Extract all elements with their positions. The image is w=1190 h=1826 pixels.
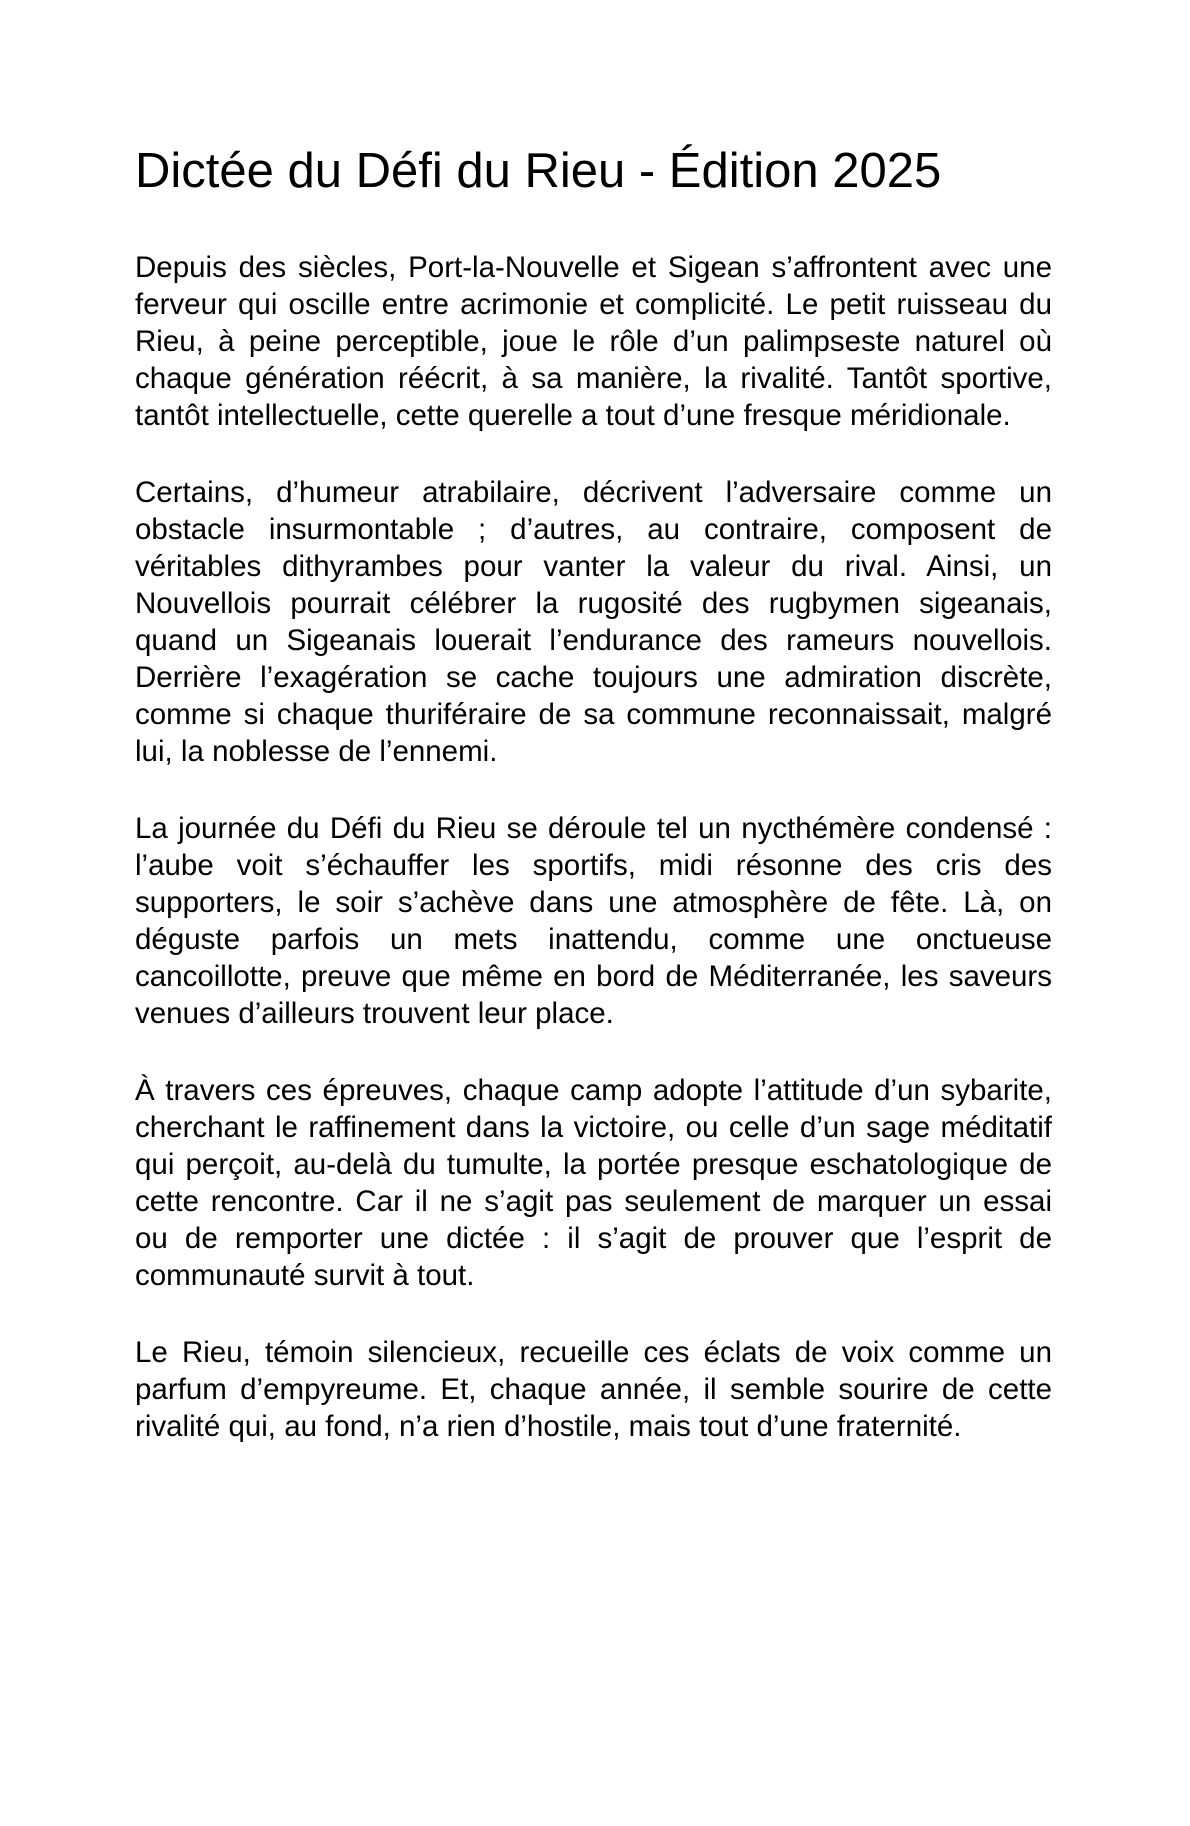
document-title: Dictée du Défi du Rieu - Édition 2025: [135, 144, 942, 198]
document-page: [0, 143, 1190, 1826]
paragraph-3: La journée du Défi du Rieu se déroule tel un nycthémère condensé : l’aube voit s’échauffer les sportifs, midi résonne des cris des supporters, le soir s’achève dans une atmosphère de fête. Là, on déguste parfois un mets inattendu, comme une onctueuse cancoillotte, preuve que même en bord de Méditerranée, les saveurs venues d’ailleurs trouvent leur place.: [135, 812, 1052, 1031]
paragraph-2: Certains, d’humeur atrabilaire, décrivent l’adversaire comme un obstacle insurmontable ; d’autres, au contraire, composent de véritables dithyrambes pour vanter la valeur du rival. Ainsi, un Nouvellois pourrait célébrer la rugosité des rugbymen sigeanais, quand un Sigeanais louerait l’endurance des rameurs nouvellois. Derrière l’exagération se cache toujours une admiration discrète, comme si chaque thuriféraire de sa commune reconnaissait, malgré lui, la noblesse de l’ennemi.: [135, 476, 1052, 769]
paragraph-1: Depuis des siècles, Port-la-Nouvelle et Sigean s’affrontent avec une ferveur qui oscille entre acrimonie et complicité. Le petit ruisseau du Rieu, à peine perceptible, joue le rôle d’un palimpseste naturel où chaque génération réécrit, à sa manière, la rivalité. Tantôt sportive, tantôt intellectuelle, cette querelle a tout d’une fresque méridionale.: [135, 251, 1052, 433]
paragraph-5: Le Rieu, témoin silencieux, recueille ces éclats de voix comme un parfum d’empyreume. Et, chaque année, il semble sourire de cette rivalité qui, au fond, n’a rien d’hostile, mais tout d’une fraternité.: [135, 1336, 1052, 1444]
paragraph-4: À travers ces épreuves, chaque camp adopte l’attitude d’un sybarite, cherchant le raffinement dans la victoire, ou celle d’un sage méditatif qui perçoit, au-delà du tumulte, la portée presque eschatologique de cette rencontre. Car il ne s’agit pas seulement de marquer un essai ou de remporter une dictée : il s’agit de prouver que l’esprit de communauté survit à tout.: [135, 1074, 1052, 1293]
